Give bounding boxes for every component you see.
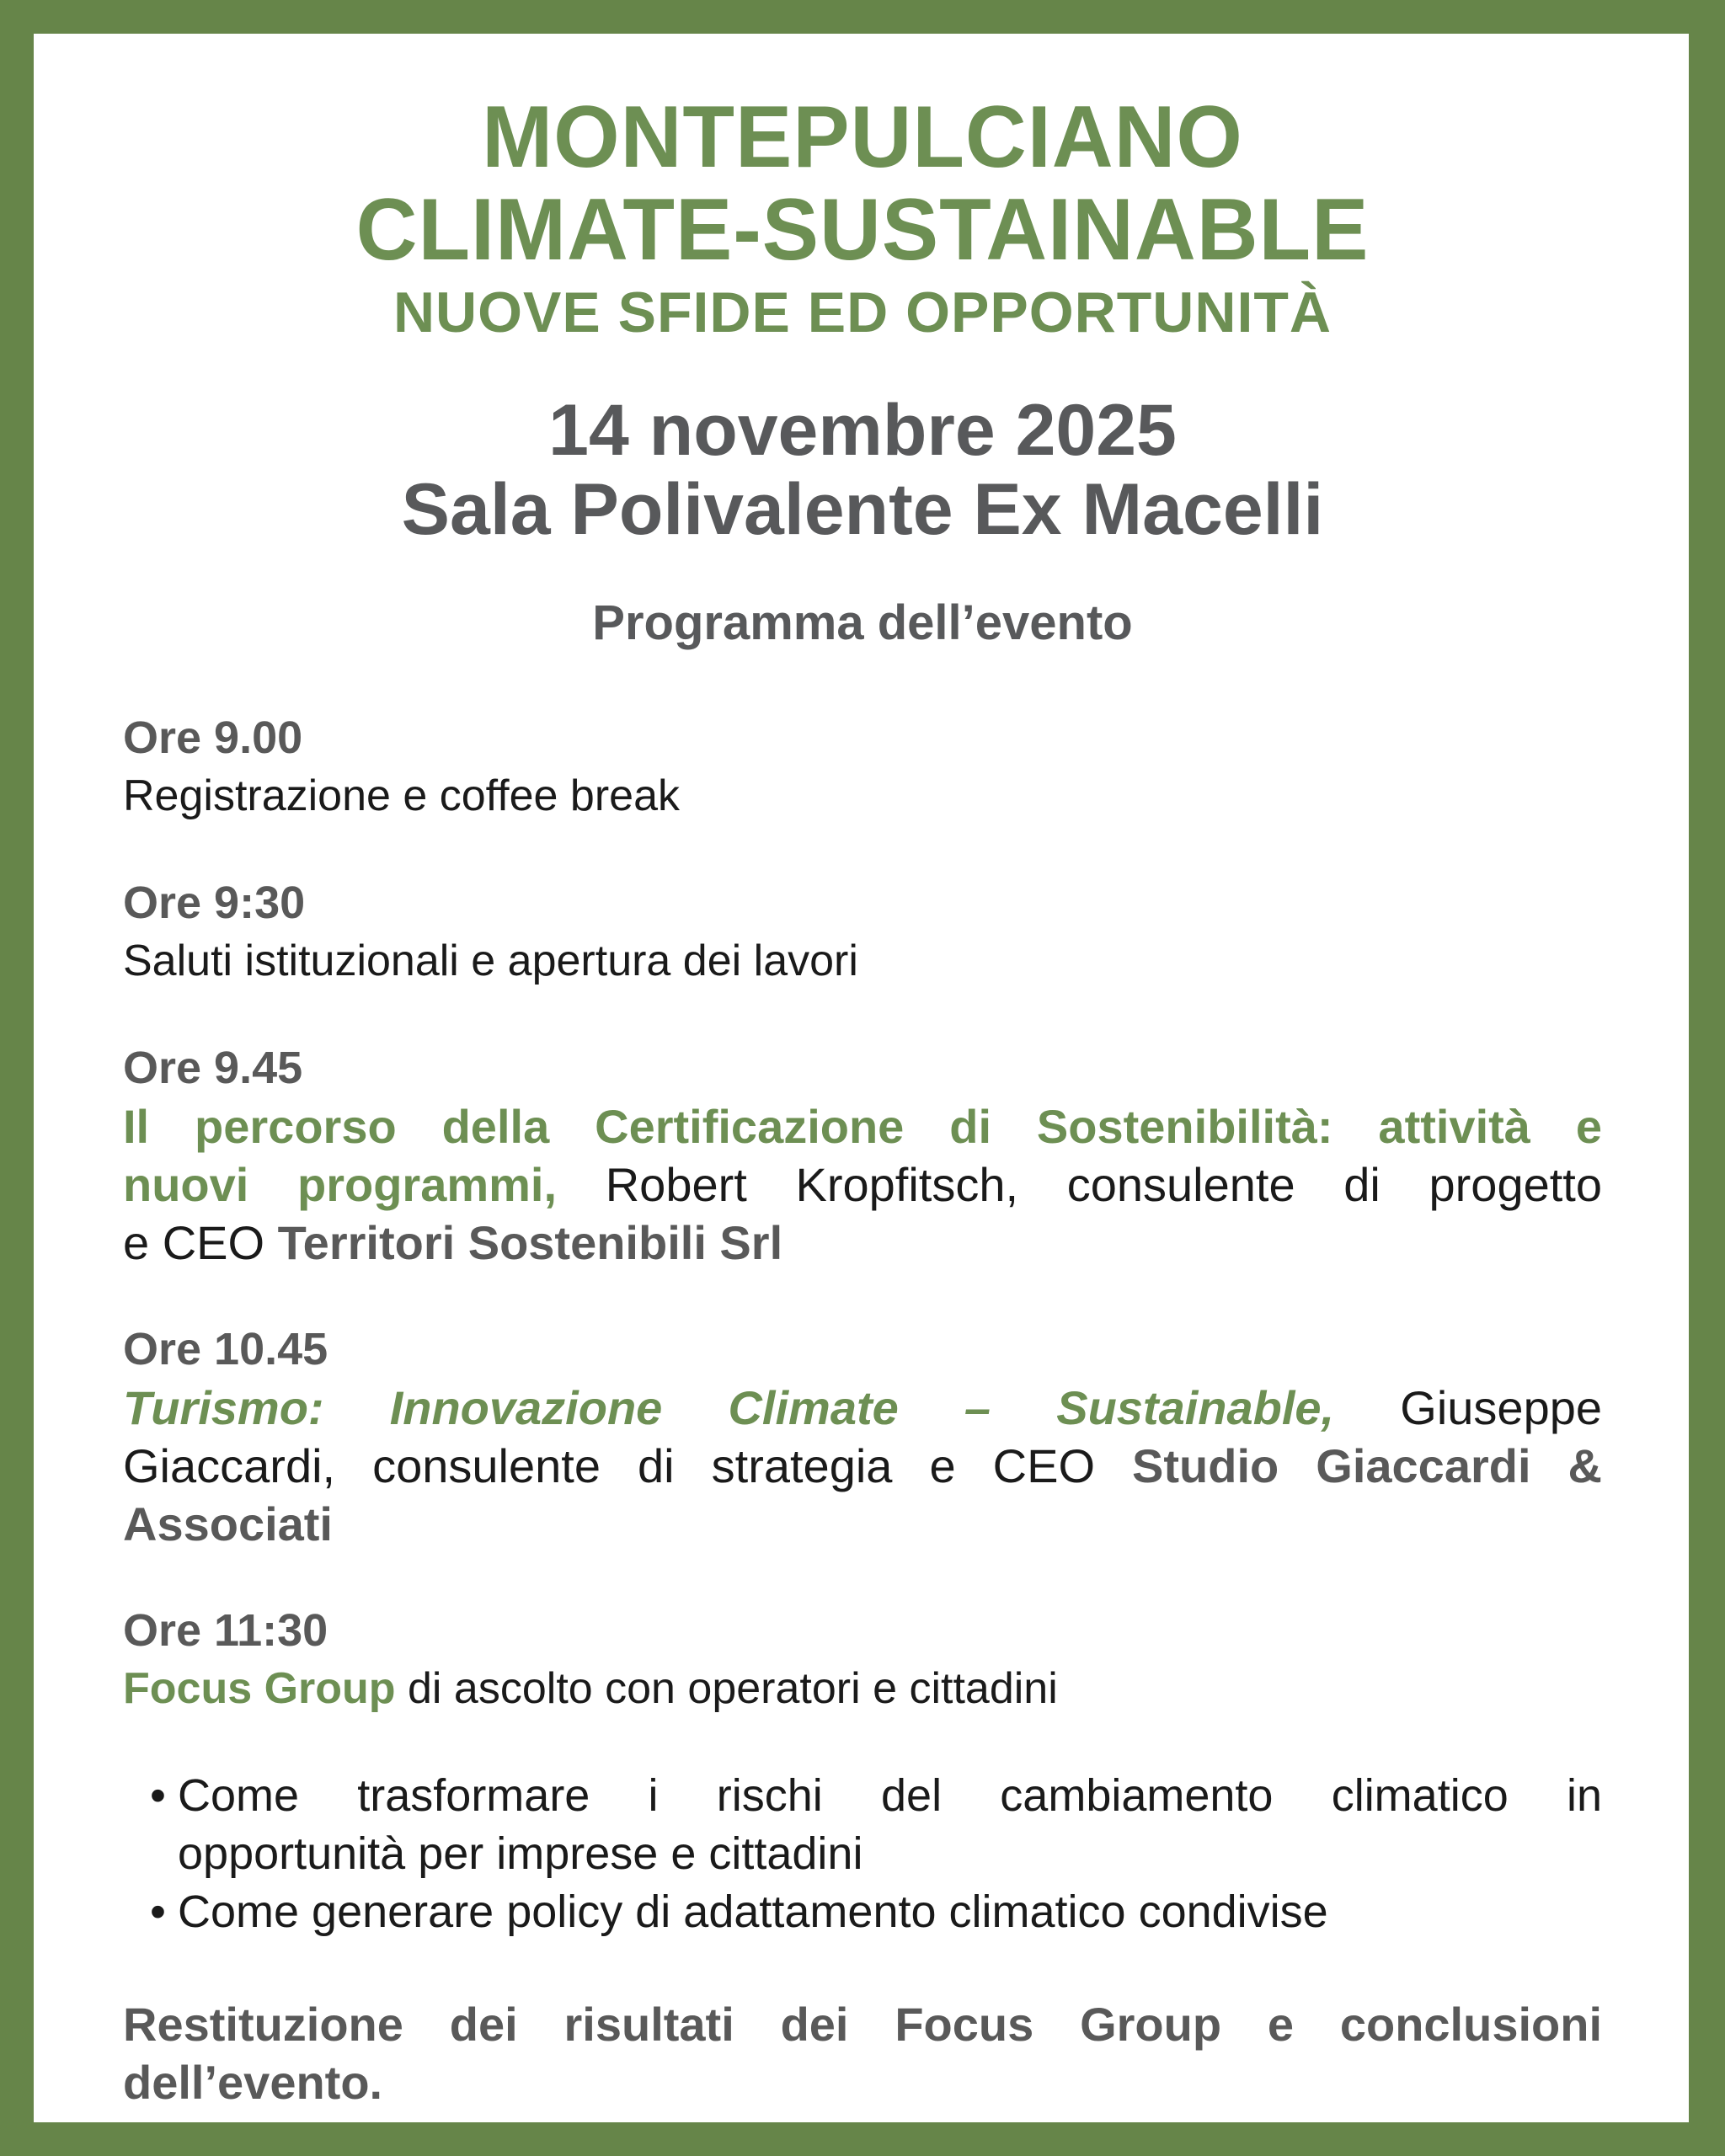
- closing-note: [123, 1995, 1602, 2111]
- schedule-segment: Saluti istituzionali e apertura dei lavori: [123, 937, 858, 985]
- focus-group-topics: [123, 1767, 1602, 1941]
- schedule-segment: di ascolto con operatori e cittadini: [395, 1664, 1058, 1713]
- schedule-line: [123, 767, 1602, 825]
- schedule-item-1130: [123, 1602, 1602, 1718]
- schedule-line: [123, 932, 1602, 990]
- poster-header: [123, 34, 1602, 650]
- schedule-segment: Turismo: Innovazione Climate – Sustainable,: [123, 1381, 1335, 1434]
- bullet-text: [178, 1767, 1602, 1883]
- bullet-segment: Come trasformare i rischi del cambiamento climatico in: [178, 1770, 1602, 1821]
- schedule-line: [123, 1495, 1602, 1553]
- schedule-time: Ore 9:30: [123, 878, 306, 928]
- bullet-segment: Come generare policy di adattamento climatico condivise: [178, 1886, 1328, 1937]
- schedule-item-0900: [123, 709, 1602, 825]
- closing-line: [123, 2053, 1602, 2111]
- event-venue: Sala Polivalente Ex Macelli: [401, 469, 1324, 550]
- schedule-segment: Territori Sostenibili Srl: [277, 1216, 783, 1269]
- event-title-line2: CLIMATE-SUSTAINABLE: [355, 181, 1370, 279]
- schedule-segment: Giuseppe: [1334, 1381, 1602, 1434]
- schedule-item-0945: [123, 1039, 1602, 1272]
- event-date: 14 novembre 2025: [548, 390, 1177, 471]
- poster-sheet: [34, 34, 1689, 2122]
- schedule-segment: Robert Kropfitsch, consulente di progetto: [557, 1158, 1603, 1211]
- schedule-time: Ore 11:30: [123, 1605, 328, 1656]
- schedule-line: [123, 1097, 1602, 1155]
- program-schedule: [123, 709, 1602, 2111]
- schedule-time: Ore 9.45: [123, 1043, 303, 1093]
- bullet-line: [178, 1825, 1602, 1883]
- schedule-line: [123, 1437, 1602, 1495]
- closing-line: [123, 1995, 1602, 2053]
- bullet-line: [178, 1883, 1602, 1941]
- schedule-item-0930: [123, 874, 1602, 990]
- schedule-segment: e CEO: [123, 1216, 278, 1269]
- schedule-line: [123, 1214, 1602, 1272]
- list-item: [150, 1767, 1602, 1883]
- closing-segment: dell’evento.: [123, 2056, 383, 2109]
- bullet-icon: •: [150, 1770, 166, 1821]
- bullet-icon: •: [150, 1886, 166, 1937]
- event-subtitle: NUOVE SFIDE ED OPPORTUNITÀ: [393, 280, 1332, 344]
- schedule-segment: Registrazione e coffee break: [123, 771, 680, 820]
- schedule-segment: Associati: [123, 1497, 333, 1550]
- bullet-text: [178, 1883, 1602, 1941]
- schedule-segment: Il percorso della Certificazione di Sostenibilità: attività e: [123, 1100, 1602, 1153]
- closing-segment: Restituzione dei risultati dei Focus Group e conclusioni: [123, 1998, 1602, 2051]
- schedule-line: [123, 1379, 1602, 1437]
- program-heading: Programma dell’evento: [592, 595, 1133, 650]
- schedule-item-1045: [123, 1321, 1602, 1553]
- bullet-segment: opportunità per imprese e cittadini: [178, 1828, 863, 1879]
- schedule-line: [123, 1660, 1602, 1718]
- schedule-segment: Focus Group: [123, 1664, 396, 1713]
- list-item: [150, 1883, 1602, 1941]
- date-venue-block: [123, 391, 1602, 549]
- schedule-time: Ore 10.45: [123, 1324, 328, 1374]
- event-title-line1: MONTEPULCIANO: [482, 88, 1243, 186]
- schedule-time: Ore 9.00: [123, 712, 303, 763]
- schedule-segment: nuovi programmi,: [123, 1158, 558, 1211]
- schedule-line: [123, 1155, 1602, 1214]
- schedule-segment: Studio Giaccardi &: [1132, 1439, 1602, 1492]
- schedule-segment: Giaccardi, consulente di strategia e CEO: [123, 1439, 1133, 1492]
- bullet-line: [178, 1767, 1602, 1825]
